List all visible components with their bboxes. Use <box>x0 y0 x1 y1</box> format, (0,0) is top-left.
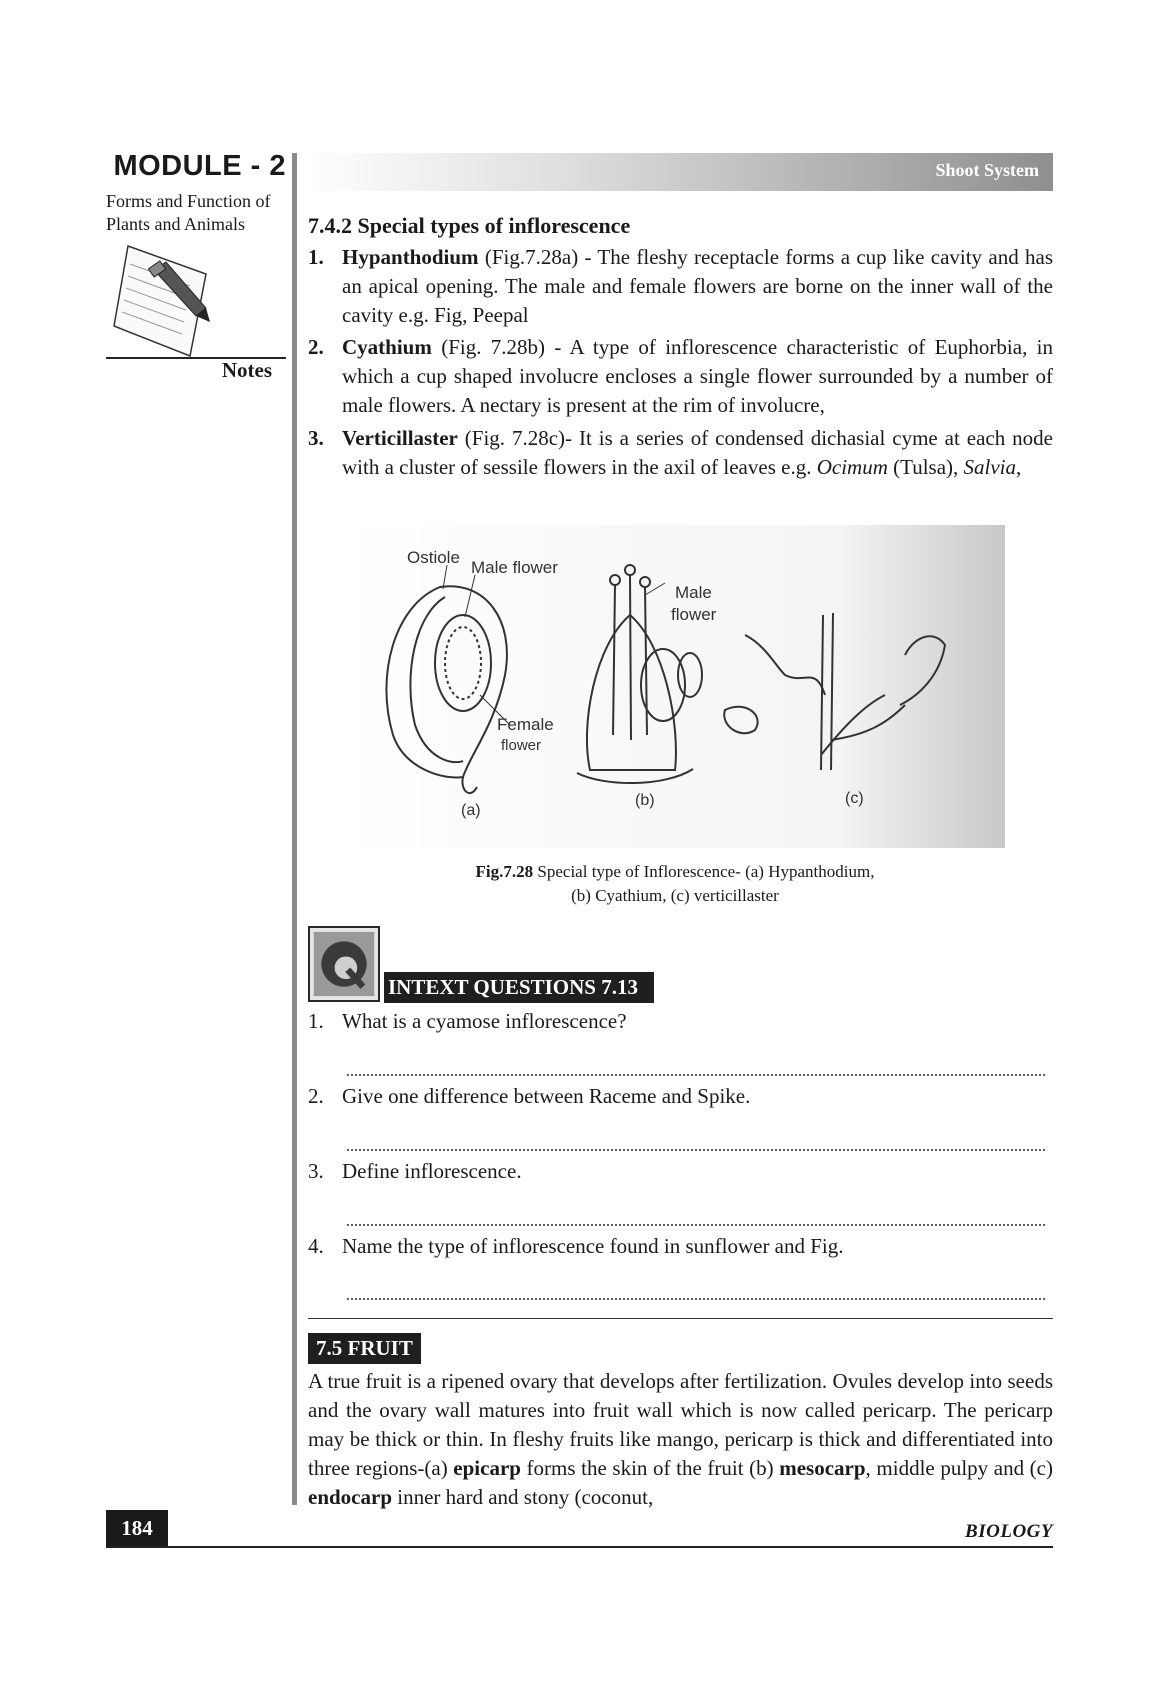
module-subtitle-line2: Plants and Animals <box>106 214 245 234</box>
question-item <box>308 1157 1053 1186</box>
question-item <box>308 1007 1053 1036</box>
term-mesocarp: mesocarp <box>779 1456 866 1480</box>
answer-line <box>346 1223 1046 1227</box>
figure-label-female: Female <box>497 715 554 734</box>
list-item-term: Cyathium <box>342 335 432 359</box>
figure-label-ostiole: Ostiole <box>407 548 460 567</box>
answer-line <box>346 1148 1046 1152</box>
question-number: 3. <box>308 1159 324 1183</box>
list-item-term: Verticillaster <box>342 426 458 450</box>
module-subtitle-line1: Forms and Function of <box>106 191 271 211</box>
question-badge-icon <box>308 926 380 1002</box>
footer-rule <box>106 1546 1053 1548</box>
intext-questions-banner: INTEXT QUESTIONS 7.13 <box>384 972 654 1003</box>
inflorescence-figure <box>345 525 1005 848</box>
answer-line <box>346 1073 1046 1077</box>
notes-label: Notes <box>221 358 272 382</box>
figure-label-c: (c) <box>845 790 864 807</box>
list-item-number: 3. <box>308 426 324 450</box>
list-item-term: Hypanthodium <box>342 245 479 269</box>
figure-label-male-flower: Male flower <box>471 558 558 577</box>
figure-label-flower: flower <box>671 605 717 624</box>
question-item <box>308 1232 1053 1261</box>
figure-caption <box>345 860 1005 908</box>
list-item-text: (Tulsa), <box>887 455 964 479</box>
term-endocarp: endocarp <box>308 1485 392 1509</box>
species-name: Salvia <box>963 455 1017 479</box>
notes-pencil-icon <box>106 244 286 360</box>
question-text: Name the type of inflorescence found in sunflower and Fig. <box>342 1234 844 1258</box>
list-item <box>308 243 1053 330</box>
figure-caption-number: Fig.7.28 <box>475 862 534 881</box>
page-number: 184 <box>106 1510 168 1547</box>
figure-label-b: (b) <box>635 792 655 809</box>
list-item <box>308 424 1053 482</box>
figure-label-male: Male <box>675 583 712 602</box>
fruit-paragraph: A true fruit is a ripened ovary that develops after fertilization. Ovules develop into seeds and the ovary wall matures into fruit wall which is now called pericarp. The pericarp may be thick or thin. In fleshy fruits like mango, pericarp is thick and differentiated into three regions-(a) epicarp forms the skin of the fruit (b) mesocarp, middle pulpy and (c) endocarp inner hard and stony (coconut, <box>308 1369 1053 1509</box>
list-item <box>308 333 1053 420</box>
list-item-number: 1. <box>308 245 324 269</box>
figure-caption-line2: (b) Cyathium, (c) verticillaster <box>571 886 779 905</box>
header-band <box>304 153 1053 191</box>
question-text: Give one difference between Raceme and Spike. <box>342 1084 751 1108</box>
list-item-text: , <box>1016 455 1022 479</box>
answer-line <box>346 1297 1046 1301</box>
figure-caption-line1: Special type of Inflorescence- (a) Hypanthodium, <box>533 862 875 881</box>
figure-label-flower: flower <box>501 737 542 754</box>
question-number: 1. <box>308 1009 324 1033</box>
question-number: 4. <box>308 1234 324 1258</box>
figure-label-a: (a) <box>461 802 481 819</box>
question-text: Define inflorescence. <box>342 1159 522 1183</box>
list-item-text: (Fig.7.28a) - The fleshy receptacle forms a cup like cavity and has an apical opening. The male and female flowers are borne on the inner wall of the cavity e.g. Fig, Peepal <box>342 245 1053 327</box>
footer-subject: BIOLOGY <box>965 1521 1053 1542</box>
species-name: Ocimum <box>816 455 888 479</box>
module-subtitle <box>106 190 286 236</box>
section-heading: 7.4.2 Special types of inflorescence <box>308 213 631 238</box>
question-number: 2. <box>308 1084 324 1108</box>
list-item-text: (Fig. 7.28b) - A type of inflorescence characteristic of Euphorbia, in which a cup shaped involucre encloses a single flower surrounded by a number of male flowers. A nectary is present at the rim of involucre, <box>342 335 1053 417</box>
list-item-number: 2. <box>308 335 324 359</box>
list-item-text: (Fig. 7.28c)- It is a series of condensed dichasial cyme at each node with a cluster of sessile flowers in the axil of leaves e.g. <box>342 426 1053 479</box>
margin-rule <box>292 153 297 1505</box>
question-item <box>308 1082 1053 1111</box>
section-divider <box>308 1318 1053 1319</box>
question-text: What is a cyamose inflorescence? <box>342 1009 627 1033</box>
fruit-section-banner: 7.5 FRUIT <box>308 1333 421 1364</box>
module-title: MODULE - 2 <box>113 150 286 182</box>
term-epicarp: epicarp <box>453 1456 521 1480</box>
header-section-title: Shoot System <box>935 160 1039 180</box>
